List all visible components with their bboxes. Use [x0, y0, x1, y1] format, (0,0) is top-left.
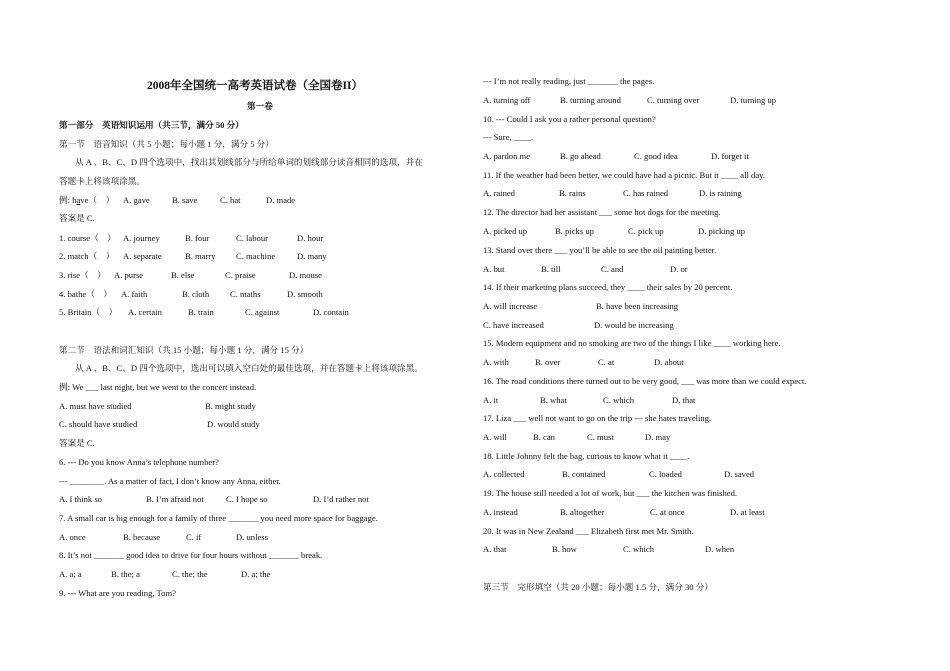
option-b: B. might study [205, 401, 256, 411]
section3-heading: 第三节 完形填空（共 20 小题；每小题 1.5 分，满分 30 分） [483, 582, 713, 592]
option-d: D. that [672, 395, 696, 405]
part1-heading: 第一部分 英语知识运用（共三节，满分 50 分） [59, 120, 244, 130]
option-c: C. hat [220, 195, 241, 205]
question-20-stem: 20. It was in New Zealand ___ Elizabeth first met Mr. Smith. [483, 526, 694, 536]
option-b: B. else [171, 270, 195, 280]
option-c: C. at once [650, 507, 685, 517]
section1-heading: 第一节 语音知识（共 5 小题；每小题 1 分，满分 5 分） [59, 139, 274, 149]
option-a: A. will increase [483, 301, 538, 311]
question-16-stem: 16. The road conditions there turned out to be very good, ___ was more than we could expect. [483, 376, 807, 386]
option-d: D. at least [730, 507, 765, 517]
question-stem: 5. Britain（ ） [59, 307, 118, 317]
option-b: B. till [541, 264, 561, 274]
option-a: A. collected [483, 469, 525, 479]
option-b: B. marry [185, 251, 216, 261]
option-b: B. I’m afraid not [146, 494, 204, 504]
section1-example-answer: 答案是 C. [59, 213, 95, 223]
option-c: C. has rained [623, 188, 669, 198]
option-a: A. will [483, 432, 507, 442]
option-d: D. smooth [287, 289, 323, 299]
option-d: D. a; the [241, 569, 271, 579]
question-9-reply: --- I’m not really reading, just _______ the pages. [483, 76, 655, 86]
option-c: C. maths [230, 289, 261, 299]
option-a: A. certain [128, 307, 162, 317]
question-stem: 1. course（ ） [59, 233, 116, 243]
option-c: C. good idea [634, 151, 678, 161]
option-a: A. rained [483, 188, 515, 198]
option-c: C. which [603, 395, 635, 405]
option-d: D. would study [207, 419, 260, 429]
option-b: B. picks up [555, 226, 594, 236]
question-6-stem: 6. --- Do you know Anna’s telephone number? [59, 457, 219, 467]
option-d: D. turning up [730, 95, 777, 105]
volume-label: 第一卷 [247, 101, 273, 111]
option-c: C. I hope so [226, 494, 268, 504]
option-b: B. can [533, 432, 555, 442]
option-a: A. pardon me [483, 151, 531, 161]
option-a: A. turning off [483, 95, 531, 105]
question-15-stem: 15. Modern equipment and no smoking are two of the things I like ____ working here. [483, 338, 781, 348]
option-d: D. forget it [711, 151, 749, 161]
option-a: A. but [483, 264, 505, 274]
option-b: B. the; a [111, 569, 140, 579]
option-d: D. picking up [698, 226, 746, 236]
option-b: B. what [540, 395, 567, 405]
option-b: B. over [535, 357, 561, 367]
question-12-stem: 12. The director had her assistant ___ some hot dogs for the meeting. [483, 207, 721, 217]
option-b: B. how [552, 544, 577, 554]
section2-example-answer: 答案是 C. [59, 438, 95, 448]
section2-example-stem: 例: We ___ last night, but we went to the concert instead. [59, 382, 257, 392]
option-c: C. at [598, 357, 615, 367]
option-a: A. separate [123, 251, 162, 261]
question-stem: 4. bathe（ ） [59, 289, 112, 299]
option-c: C. which [623, 544, 655, 554]
option-c: C. turning over [647, 95, 700, 105]
option-b: B. altogether [560, 507, 605, 517]
option-d: D. would be increasing [594, 320, 674, 330]
option-d: D. or [670, 264, 688, 274]
option-c: C. and [601, 264, 624, 274]
option-d: D. many [297, 251, 327, 261]
option-b: B. have been increasing [596, 301, 679, 311]
question-13-stem: 13. Stand over there ___ you’ll be able to see the oil painting better. [483, 245, 717, 255]
option-d: D. saved [724, 469, 755, 479]
option-d: D. hour [297, 233, 324, 243]
option-a: A. instead [483, 507, 518, 517]
question-stem: 2. match（ ） [59, 251, 115, 261]
option-a: A. I think so [59, 494, 102, 504]
option-d: D. when [705, 544, 735, 554]
option-c: C. against [245, 307, 280, 317]
option-d: D. I’d rather not [313, 494, 369, 504]
option-a: A. a; a [59, 569, 82, 579]
option-c: C. if [186, 532, 202, 542]
option-d: D. unless [236, 532, 268, 542]
option-b: B. go ahead [560, 151, 601, 161]
option-a: A. that [483, 544, 507, 554]
option-b: B. train [188, 307, 214, 317]
question-14-stem: 14. If their marketing plans succeed, they ____ their sales by 20 percent. [483, 282, 733, 292]
option-b: B. rains [559, 188, 586, 198]
option-d: D. contain [313, 307, 349, 317]
question-6-reply: --- ________. As a matter of fact, I don’t know any Anna, either. [59, 476, 281, 486]
question-7-stem: 7. A small car is big enough for a family of three _______ you need more space for baggage. [59, 513, 378, 523]
option-c: C. machine [236, 251, 276, 261]
option-a: A. gave [123, 195, 150, 205]
option-c: C. should have studied [59, 419, 138, 429]
option-c: C. praise [225, 270, 256, 280]
option-d: D. about [654, 357, 684, 367]
question-11-stem: 11. If the weather had been better, we could have had a picnic. But it ____ all day. [483, 170, 766, 180]
section1-instruction: 从 A 、B、C、D 四个选项中，找出其划线部分与所给单词的划线部分读音相同的选项，并在 [75, 157, 423, 167]
option-b: B. four [185, 233, 210, 243]
option-d: D. mouse [289, 270, 322, 280]
question-17-stem: 17. Liza ___ well not want to go on the trip --- she hates traveling. [483, 413, 712, 423]
option-c: C. have increased [483, 320, 544, 330]
question-9-stem: 9. --- What are you reading, Tom? [59, 588, 176, 598]
option-b: B. cloth [182, 289, 210, 299]
document-title: 2008年全国统一高考英语试卷（全国卷II） [147, 80, 363, 92]
option-d: D. made [266, 195, 296, 205]
question-10-stem: 10. --- Could I ask you a rather personal question? [483, 114, 656, 124]
option-b: B. because [123, 532, 161, 542]
option-c: C. loaded [649, 469, 682, 479]
option-c: C. pick up [628, 226, 664, 236]
section2-heading: 第二节 语法和词汇知识（共 15 小题；每小题 1 分，满分 15 分） [59, 345, 309, 355]
option-a: A. picked up [483, 226, 528, 236]
option-a: A. purse [114, 270, 144, 280]
section1-instruction-cont: 答题卡上将该项涂黑。 [59, 176, 145, 186]
question-8-stem: 8. It’s not _______ good idea to drive for four hours without _______ break. [59, 550, 323, 560]
question-stem: 3. rise（ ） [59, 270, 106, 280]
option-c: C. must [587, 432, 614, 442]
question-10-reply: --- Sure, ____. [483, 132, 534, 142]
option-d: D. is raining [699, 188, 742, 198]
option-d: D. may [645, 432, 671, 442]
question-18-stem: 18. Little Johnny felt the bag, curious to know what it ____. [483, 451, 690, 461]
option-b: B. turning around [560, 95, 621, 105]
option-b: B. contained [562, 469, 606, 479]
option-a: A. journey [123, 233, 160, 243]
option-c: C. the; the [172, 569, 208, 579]
option-a: A. faith [121, 289, 148, 299]
option-a: A. once [59, 532, 86, 542]
option-a: A. with [483, 357, 509, 367]
option-a: A. it [483, 395, 499, 405]
exam-page: 2008年全国统一高考英语试卷（全国卷II） 第一卷 第一部分 英语知识运用（共三节，满分 50 分） 第一节 语音知识（共 5 小题；每小题 1 分，满分 5 分） 从 A 、B、C、D 四个选项中，找出其划线部分与所给单词的划线部分读音相同的选项，并在 答题卡上将该项涂黑。 例: have（ ） A. gave B. save C. hat D. made 答案是 C. 1. course（ ） A. journey B. four C. labour D. hour 2. match（ ） A. separate B. marry C. machine D. many 3. rise（ ） A. purse B. else C. praise D. mouse 4. bathe（ ） A. faith B. cloth C. maths D. smooth 5. Britain（ ） A. certain B. train C. against D. contain 第二节 语法和词汇知识（共 15 小题；每小题 1 分，满分 15 分） 从 A 、B、C、D 四个选项中，选出可以填入空白处的最佳选项，并在答题卡上将该项涂黑。 例: We ___ last night, but we went to the concert instead. A. must have studied B. might study C. should have studied D. would study 答案是 C. 6. --- Do you know Anna’s telephone number? --- ________. As a matter of fact, I don’t know any Anna, either. A. I think so B. I’m afraid not C. I hope so D. I’d rather not 7. A small car is big enough for a family of three _______ you need more space for baggage. A. once B. because C. if D. unless 8. It’s not _______ good idea to drive for four hours without _______ break. A. a; a B. the; a C. the; the D. a; the 9. --- What are you reading, Tom? --- I’m not really reading, just _______ the pages. A. turning off B. turning around C. turning over D. turning up 10. --- Could I ask you a rather personal question? --- Sure, ____. A. pardon me B. go ahead C. good idea D. forget it 11. If the weather had been better, we could have had a picnic. But it ____ all day. A. rained B. rains C. has rained D. is raining 12. The director had her assistant ___ some hot dogs for the meeting. A. picked up B. picks up C. pick up D. picking up 13. Stand over there ___ you’ll be able to see the oil painting better. A. but B. till C. and D. or 14. If their marketing plans succeed, they ____ their sales by 20 percent. A. will increase B. have been increasing C. have increased D. would be increasing 15. Modern equipment and no smoking are two of the things I like ____ working here. A. with B. over C. at D. about 16. The road conditions there turned out to be very good, ___ was more than we could expect. A. it B. what C. which D. that 17. Liza ___ well not want to go on the trip --- she hates traveling. A. will B. can C. must D. may 18. Little Johnny felt the bag, curious to know what it ____. A. collected B. contained C. loaded D. saved 19. The house still needed a lot of work, but ___ the kitchen was finished. A. instead B. altogether C. at once D. at least 20. It was in New Zealand ___ Elizabeth first met Mr. Smith. A. that B. how C. which D. when 第三节 完形填空（共 20 小题；每小题 1.5 分，满分 30 分） [59, 76, 807, 598]
option-a: A. must have studied [59, 401, 132, 411]
question-19-stem: 19. The house still needed a lot of work, but ___ the kitchen was finished. [483, 488, 738, 498]
section2-instruction: 从 A 、B、C、D 四个选项中，选出可以填入空白处的最佳选项，并在答题卡上将该项涂黑。 [75, 363, 423, 373]
option-c: C. labour [236, 233, 268, 243]
option-b: B. save [172, 195, 198, 205]
